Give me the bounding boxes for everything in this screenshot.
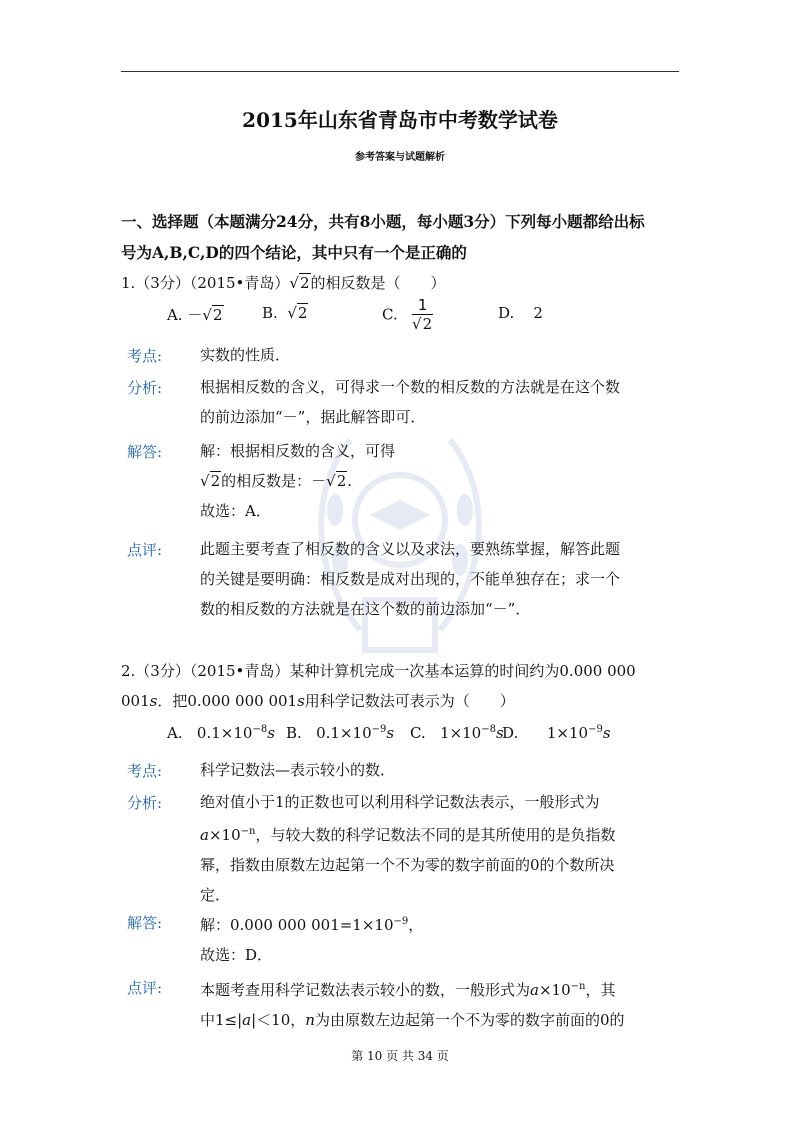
q2-option-d: [502, 724, 611, 742]
q2-jieda-line-2: 故选：D．: [200, 946, 273, 964]
q2-option-c-unit: s: [495, 724, 504, 742]
q1-dianping-tag: 点评:: [127, 541, 163, 559]
section-line-1: 一、选择题（本题满分24分，共有8小题，每小题3分）下列每小题都给出标: [121, 212, 645, 231]
q2-jieda-tag: 解答:: [127, 914, 163, 932]
section-heading: [121, 206, 686, 268]
q2-dianping-text-1: 本题考查用科学记数法表示较小的数，一般形式为: [200, 981, 531, 999]
q2-option-a-exp: −8: [252, 724, 268, 735]
page-footer: 第 10 页 共 34 页: [351, 1049, 449, 1063]
q2-fenxi-line-3: 幂，指数由原数左边起第一个不为零的数字前面的0的个数所决: [200, 856, 615, 874]
sqrt-icon: √: [289, 274, 299, 292]
q2-kaodian: [200, 755, 680, 785]
q1-stem-prefix: 1.（3分）（2015•青岛）: [121, 274, 290, 292]
q2-dianping-exp: −n: [570, 981, 586, 992]
q1-jieda-radicand-1: 2: [210, 472, 221, 490]
q2-option-b-label: B.: [286, 724, 302, 742]
q1-fenxi-line-2: 的前边添加“－”，据此解答即可．: [200, 408, 426, 426]
q2-option-c-exp: −8: [481, 724, 496, 735]
q2-kaodian-tag: 考点:: [127, 762, 163, 780]
q2-dianping-tag: 点评:: [127, 979, 163, 997]
q2-dianping-var-2: a: [242, 1011, 252, 1029]
q2-stem-2c: 用科学记数法可表示为（ ）: [304, 692, 515, 710]
q2-dianping-line-1: [200, 972, 680, 1005]
q2-kaodian-text: 科学记数法—表示较小的数．: [200, 761, 396, 779]
q2-option-d-unit: s: [602, 724, 611, 742]
q2-fenxi-base: ×10: [208, 826, 241, 844]
q1-dianping-line-3: 数的相反数的方法就是在这个数的前边添加“－”．: [200, 600, 531, 618]
q2-dianping-base: ×10: [538, 981, 571, 999]
q2-fenxi-line-1: 绝对值小于1的正数也可以利用科学记数法表示，一般形式为: [200, 793, 600, 811]
q1-option-b-radicand: 2: [297, 304, 308, 322]
section-line-2-text: 号为A,B,C,D的四个结论，其中只有一个是正确的: [121, 243, 467, 262]
q1-option-a: [167, 304, 224, 325]
q1-jieda: [200, 436, 680, 526]
q1-fenxi-tag: 分析:: [127, 379, 163, 397]
q2-fenxi: [200, 787, 680, 910]
q1-kaodian: [200, 340, 680, 370]
q1-option-c-label: C.: [382, 305, 398, 324]
q2-fenxi-line-2: [200, 817, 680, 850]
q1-jieda-line-2-mid: 的相反数是：－: [221, 472, 327, 490]
q2-fenxi-rest: ，与较大数的科学记数法不同的是其所使用的是负指数: [255, 826, 616, 844]
q1-fenxi: [200, 372, 680, 432]
q2-unit-2: s: [297, 692, 305, 710]
q1-stem-suffix: 的相反数是（ ）: [310, 274, 446, 292]
q1-jieda-line-1: 解：根据相反数的含义，可得: [200, 442, 396, 460]
q2-dianping-end-1: ，其: [585, 981, 616, 999]
q1-fenxi-line-1: 根据相反数的含义，可得求一个数的相反数的方法就是在这个数: [200, 378, 621, 396]
q1-jieda-line-3: 故选：A．: [200, 502, 271, 520]
q2-option-a-label: A.: [167, 724, 183, 742]
q1-jieda-radicand-2: 2: [336, 472, 347, 490]
q2-fenxi-var: a: [200, 826, 209, 844]
q1-jieda-tag: 解答:: [127, 443, 163, 461]
page-title: 2015年山东省青岛市中考数学试卷: [242, 108, 558, 132]
q2-dianping-line-2: [200, 1005, 680, 1035]
q2-jieda: [200, 907, 680, 970]
q2-option-d-label: D.: [502, 724, 519, 742]
q1-kaodian-text: 实数的性质．: [200, 346, 291, 364]
q1-option-d-label: D.: [498, 304, 515, 322]
q1-option-c-fraction: [412, 296, 433, 333]
q1-option-c-denominator: [412, 315, 433, 333]
sqrt-icon: √: [287, 304, 297, 322]
q1-dianping: [200, 534, 680, 624]
q2-option-a-text: 0.1×10: [196, 724, 253, 742]
q2-dianping-var-1: a: [530, 981, 539, 999]
q1-dianping-line-2: 的关键是要明确：相反数是成对出现的，不能单独存在；求一个: [200, 570, 621, 588]
q1-option-d: [498, 304, 543, 322]
q2-option-c-text: 1×10: [440, 724, 482, 742]
q2-dianping-n: n: [305, 1011, 315, 1029]
q2-dianping-2c: 为由原数左边起第一个不为零的数字前面的0的: [314, 1011, 625, 1029]
q2-fenxi-tag: 分析:: [127, 794, 163, 812]
q1-option-b: [262, 304, 308, 322]
q2-fenxi-line-4: 定．: [200, 886, 231, 904]
q2-option-a-unit: s: [267, 724, 275, 742]
q2-stem-line-2: [121, 690, 515, 711]
q2-option-d-exp: −9: [588, 724, 603, 735]
q1-dianping-line-1: 此题主要考查了相反数的含义以及求法，要熟练掌握，解答此题: [200, 540, 621, 558]
q1-stem: [121, 272, 446, 293]
q2-option-a: [167, 724, 275, 742]
q2-dianping: [200, 972, 680, 1035]
q2-dianping-2b: |＜10，: [251, 1011, 306, 1029]
q2-unit-1: s: [149, 692, 158, 710]
q2-option-b-text: 0.1×10: [316, 724, 372, 742]
q2-stem-2b: ．把0.000 000 001: [157, 692, 298, 710]
page-subtitle: 参考答案与试题解析: [355, 152, 445, 163]
sqrt-icon: √: [202, 306, 212, 324]
q1-option-a-label: A.: [167, 306, 183, 324]
q2-option-c: [410, 724, 504, 742]
q1-option-a-sign: －: [187, 306, 203, 324]
sqrt-icon: √: [326, 472, 336, 490]
q1-option-d-value: 2: [533, 304, 543, 322]
q1-radicand: 2: [299, 274, 310, 292]
q2-stem-2a: 001: [121, 692, 150, 710]
sqrt-icon: √: [412, 315, 422, 333]
q1-option-c: [382, 296, 433, 333]
q2-stem-line-1: 2.（3分）（2015•青岛）某种计算机完成一次基本运算的时间约为0.000 000: [121, 662, 636, 680]
q1-option-b-label: B.: [262, 304, 278, 322]
header-rule: [121, 71, 679, 72]
q2-jieda-line-1: [200, 907, 680, 940]
q2-dianping-2a: 中1≤|: [200, 1011, 243, 1029]
q2-option-b: [286, 724, 394, 742]
q1-option-a-radicand: 2: [212, 306, 223, 324]
q2-option-d-text: 1×10: [546, 724, 589, 742]
q2-jieda-exp: −9: [393, 916, 409, 927]
q2-option-c-label: C.: [410, 724, 426, 742]
q2-option-b-exp: −9: [371, 724, 387, 735]
q1-option-c-radicand: 2: [422, 315, 433, 333]
q2-option-b-unit: s: [386, 724, 395, 742]
q1-jieda-line-2-end: .: [347, 472, 353, 490]
q1-option-c-numerator: 1: [412, 296, 433, 315]
section-line-2: [121, 237, 686, 268]
q2-jieda-end: ，: [408, 916, 424, 934]
q2-jieda-text: 解：0.000 000 001=1×10: [200, 916, 394, 934]
q2-fenxi-exp: −n: [240, 826, 256, 837]
q1-jieda-line-2: [200, 466, 680, 496]
q1-kaodian-tag: 考点:: [127, 347, 163, 365]
sqrt-icon: √: [200, 472, 210, 490]
